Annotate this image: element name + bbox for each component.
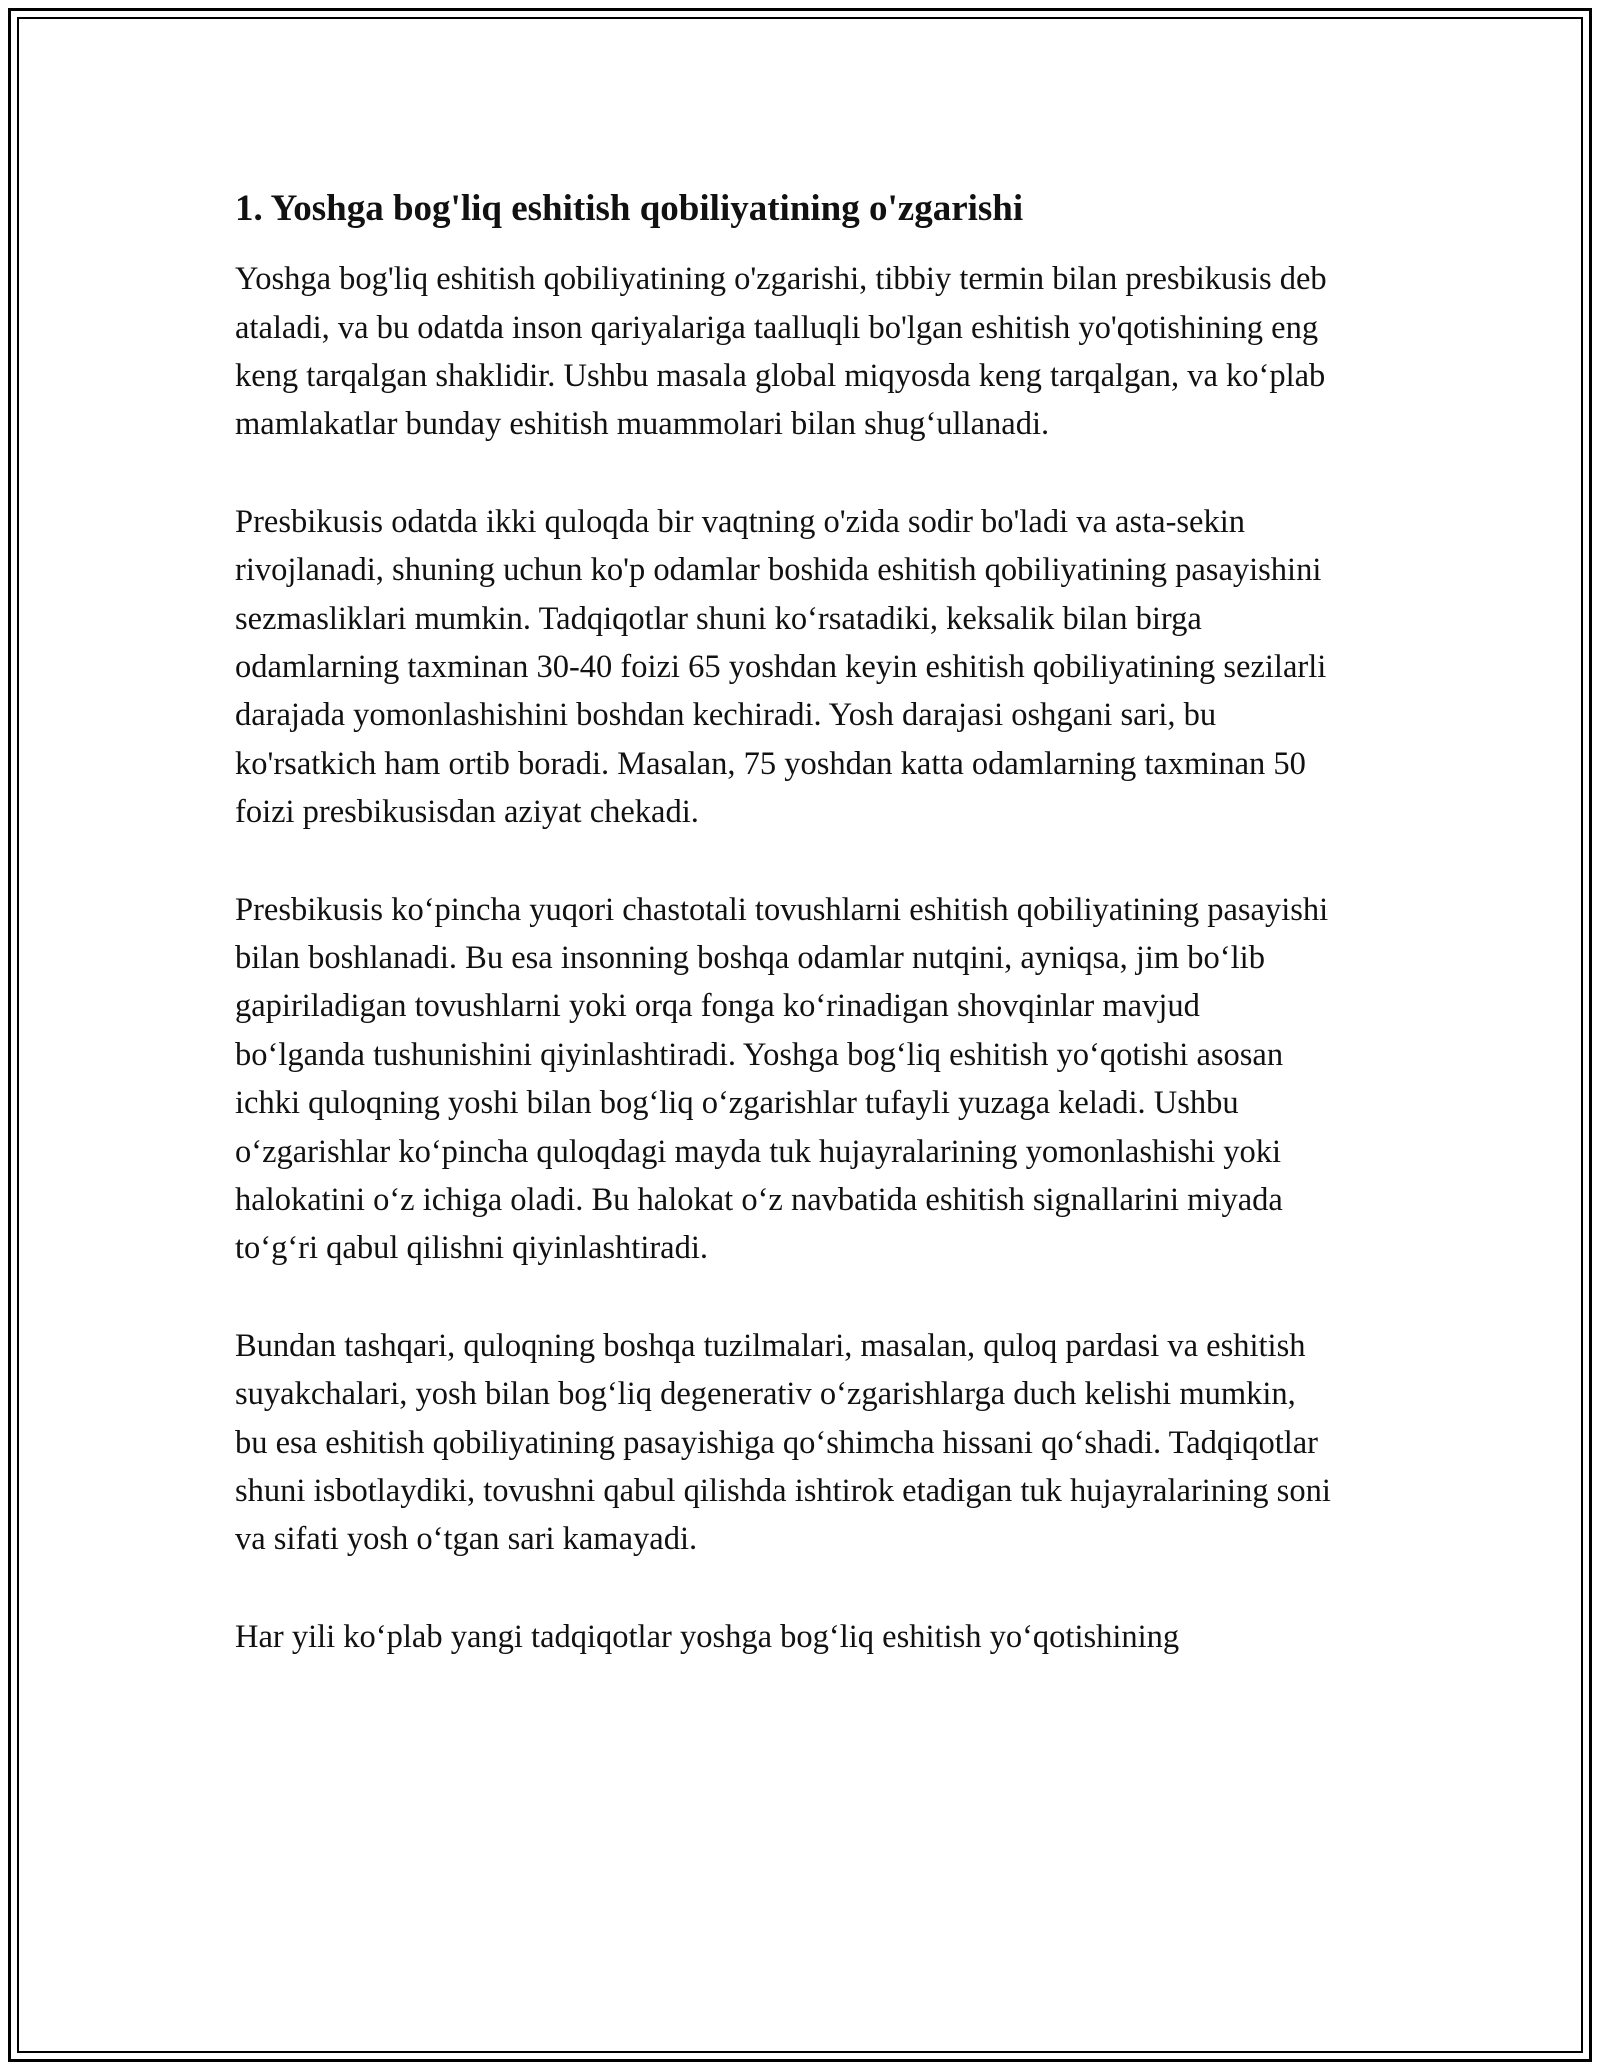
paragraph-4: Bundan tashqari, quloqning boshqa tuzilmalari, masalan, quloq pardasi va eshitish suyakchalari, yosh bilan bog‘liq degenerativ o‘zgarishlarga duch kelishi mumkin, bu esa eshitish qobiliyatining pasayishiga qo‘shimcha hissani qo‘shadi. Tadqiqotlar shuni isbotlaydiki, tovushni qabul qilishda ishtirok etadigan tuk hujayralarining soni va sifati yosh o‘tgan sari kamayadi. bbox=[235, 1327, 1331, 1558]
paragraph-3: Presbikusis ko‘pincha yuqori chastotali tovushlarni eshitish qobiliyatining pasayishi bilan boshlanadi. Bu esa insonning boshqa odamlar nutqini, ayniqsa, jim bo‘lib gapiriladigan tovushlarni yoki orqa fonga ko‘rinadigan shovqinlar mavjud bo‘lganda tushunishini qiyinlashtiradi. Yoshga bog‘liq eshitish yo‘qotishi asosan ichki quloqning yoshi bilan bog‘liq o‘zgarishlar tufayli yuzaga keladi. Ushbu o‘zgarishlar ko‘pincha quloqdagi mayda tuk hujayralarining yomonlashishi yoki halokatini o‘z ichiga oladi. Bu halokat o‘z navbatida eshitish signallarini miyada to‘g‘ri qabul qilishni qiyinlashtiradi. bbox=[235, 891, 1329, 1267]
paragraph-5: Har yili ko‘plab yangi tadqiqotlar yoshga bog‘liq eshitish yo‘qotishining bbox=[235, 1618, 1180, 1655]
document-body bbox=[235, 185, 1335, 1710]
paragraph-2: Presbikusis odatda ikki quloqda bir vaqtning o'zida sodir bo'ladi va asta-sekin rivojlanadi, shuning uchun ko'p odamlar boshida eshitish qobiliyatining pasayishini sezmasliklari mumkin. Tadqiqotlar shuni ko‘rsatadiki, keksalik bilan birga odamlarning taxminan 30-40 foizi 65 yoshdan keyin eshitish qobiliyatining sezilarli darajada yomonlashishini boshdan kechiradi. Yosh darajasi oshgani sari, bu ko'rsatkich ham ortib boradi. Masalan, 75 yoshdan katta odamlarning taxminan 50 foizi presbikusisdan aziyat chekadi. bbox=[235, 503, 1327, 831]
paragraph-1: Yoshga bog'liq eshitish qobiliyatining o'zgarishi, tibbiy termin bilan presbikusis deb ataladi, va bu odatda inson qariyalariga taalluqli bo'lgan eshitish yo'qotishining eng keng tarqalgan shaklidir. Ushbu masala global miqyosda keng tarqalgan, va ko‘plab mamlakatlar bunday eshitish muammolari bilan shug‘ullanadi. bbox=[235, 261, 1327, 443]
section-heading: 1. Yoshga bog'liq eshitish qobiliyatining o'zgarishi bbox=[235, 188, 1024, 229]
